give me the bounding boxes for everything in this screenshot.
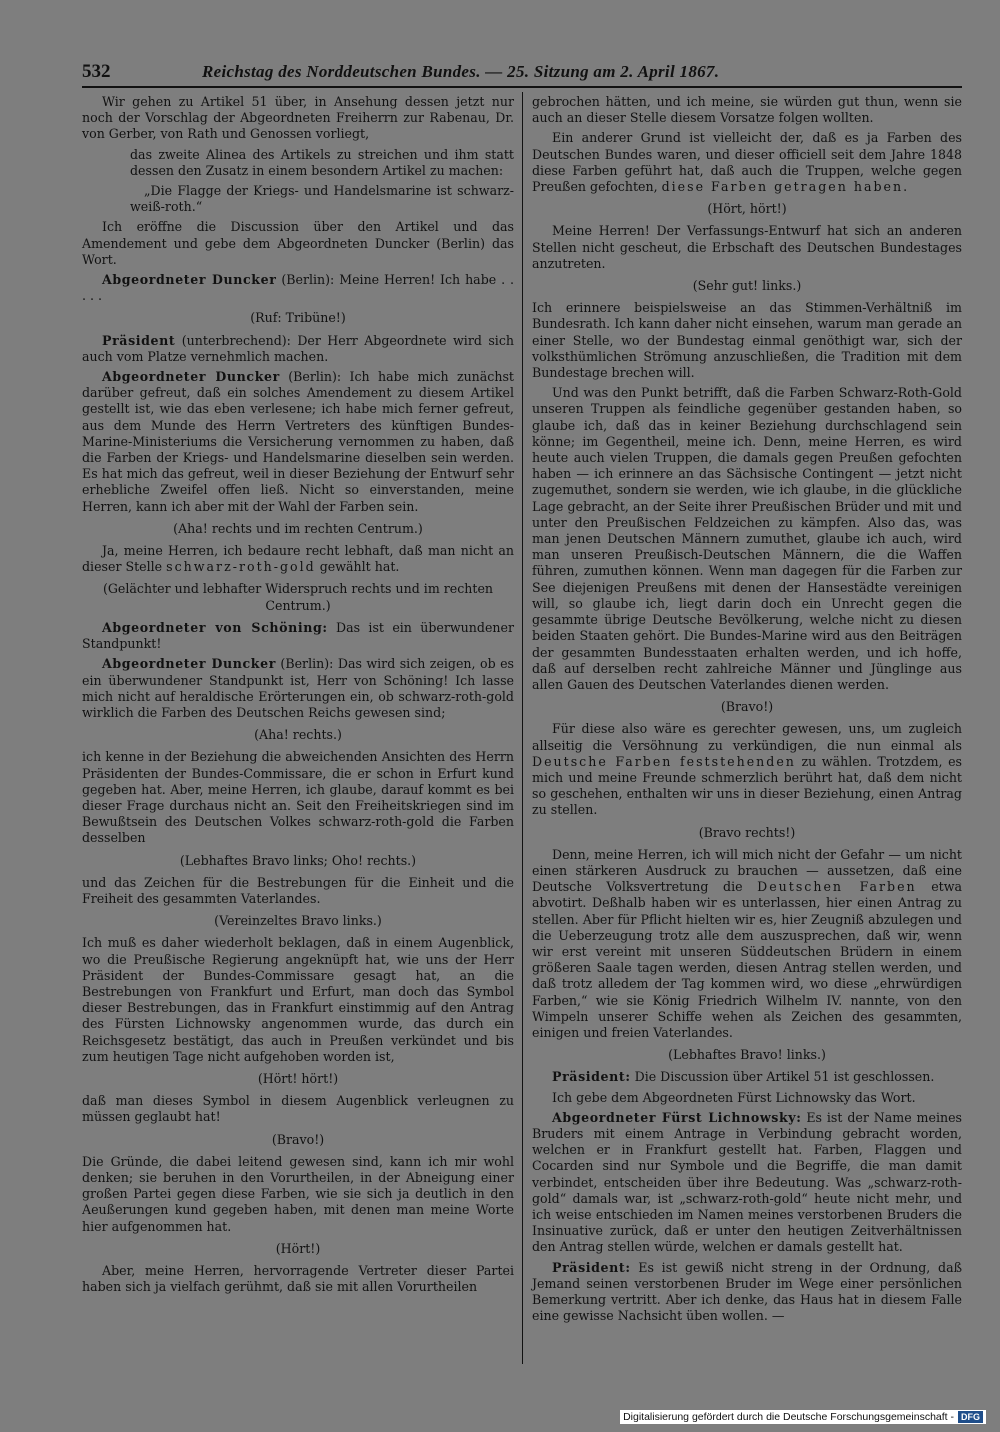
paragraph: Für diese also wäre es gerechter gewesen, uns, um zugleich allseitig die Versöhnung zu verkündigen, die nun einmal als Deutsche Farben feststehenden zu wählen. Trotzdem, es mich und meine Freunde schmerzlich berührt hat, daß dem nicht so geschehen, enthalten wir uns in dieser Beziehung, einen Antrag zu stellen. [532, 721, 963, 818]
paragraph: ich kenne in der Beziehung die abweichenden Ansichten des Herrn Präsidenten der Bundes-Commissare, die er schon in Erfurt kund gegeben hat. Aber, meine Herren, ich glaube, darauf kommt es bei dieser Frage durchaus nicht an. Seit den Freiheitskriegen sind im Bewußtsein des Deutschen Volkes schwarz-roth-gold die Farben desselben [82, 749, 514, 846]
interjection: (Bravo!) [271, 1131, 325, 1147]
paragraph: Ja, meine Herren, ich bedaure recht lebhaft, daß man nicht an dieser Stelle schwarz-roth-gold gewählt hat. [82, 543, 514, 575]
paragraph: Ich muß es daher wiederholt beklagen, daß in einem Augenblick, wo die Preußische Regierung angeknüpft hat, wie uns der Herr Präsident der Bundes-Commissare gesagt hat, an die Bestrebungen von Frankfurt und Erfurt, man doch das Symbol dieser Bestrebungen, das in Frankfurt einstimmig auf den Antrag des Fürsten Lichnowsky angenommen wurde, das durch ein Reichsgesetz bestätigt, das auch in Preußen verkündet und bis zum heutigen Tage nicht aufgehoben worden ist, [82, 935, 514, 1064]
speech: Abgeordneter Duncker (Berlin): Meine Herren! Ich habe . . . . . [82, 272, 515, 304]
interjection: (Lebhaftes Bravo! links.) [668, 1047, 826, 1063]
footer-text: Digitalisierung gefördert durch die Deutsche Forschungsgemeinschaft - [623, 1411, 954, 1423]
interjection: (Gelächter und lebhafter Widerspruch rechts und im rechten Centrum.) [102, 581, 494, 613]
interjection: (Aha! rechts und im rechten Centrum.) [173, 520, 423, 536]
speaker-name: Abgeordneter von Schöning: [102, 619, 328, 635]
paragraph: Ich erinnere beispielsweise an das Stimmen-Verhältniß im Bundesrath. Ich kann daher nicht einsehen, warum man gerade an einer Stelle, wo der Bundestag einmal genöthigt war, sich der volksthümlichen Strömung anzuschließen, die Tradition mit dem Bundestage brechen will. [532, 300, 962, 381]
paragraph: Die Gründe, die dabei leitend gewesen sind, kann ich mir wohl denken; sie beruhen in den Vorurtheilen, in der Abneigung einer großen Partei gegen diese Farben, wie sie sich ja deutlich in den Aeußerungen kund gegeben haben, mit denen man meine Worte hier aufgenommen hat. [82, 1153, 514, 1234]
speech: Abgeordneter Fürst Lichnowsky: Es ist der Name meines Bruders mit einem Antrage in Verbindung gebracht worden, welchen er in Frankfurt gestellt hat. Farben, Flaggen und Cocarden sind nur Symbole und die Begriffe, die man damit verbindet, entscheiden über ihre Bedeutung. Was „schwarz-roth-gold“ damals war, ist „schwarz-roth-gold“ heute nicht mehr, und ich weise entschieden im Namen meines verstorbenen Bruders die Insinuative zurück, daß er unter den heutigen Zeitverhältnissen den Antrag stellen würde, welchen er damals gestellt hat. [532, 1109, 962, 1255]
speaker-name: Abgeordneter Fürst Lichnowsky: [552, 1109, 802, 1125]
interjection: (Bravo rechts!) [698, 824, 796, 840]
paragraph: Ich gebe dem Abgeordneten Fürst Lichnowsky das Wort. [552, 1089, 916, 1105]
speaker-name: Präsident: [552, 1259, 631, 1275]
column-divider [522, 92, 523, 1364]
paragraph: und das Zeichen für die Bestrebungen für die Einheit und die Freiheit des gesammten Vaterlandes. [82, 874, 514, 906]
speech: Präsident (unterbrechend): Der Herr Abgeordnete wird sich auch vom Platze vernehmlich machen. [82, 332, 514, 364]
page-number: 532 [82, 61, 111, 82]
paragraph: Ein anderer Grund ist vielleicht der, daß es ja Farben des Deutschen Bundes waren, und dieser officiell seit dem Jahre 1848 diese Farben geführt hat, daß auch die Truppen, welche gegen Preußen gefochten, diese Farben getragen haben. [532, 130, 962, 195]
footer-credit [620, 1410, 986, 1424]
speech: Präsident: Die Discussion über Artikel 51 ist geschlossen. [552, 1069, 935, 1085]
paragraph: Denn, meine Herren, ich will mich nicht der Gefahr — um nicht einen stärkeren Ausdruck zu brauchen — aussetzen, daß eine Deutsche Volksvertretung die Deutschen Farben etwa abvotirt. Deßhalb haben wir es unterlassen, hier einen Antrag zu stellen. Aber für Pflicht hielten wir es, hier Zeugniß abzulegen und die Ueberzeugung trotz alle dem auszusprechen, daß wir, wenn wir erst vereint mit unseren Süddeutschen Brüdern in einem größeren Saale tagen werden, diesen Antrag stellen werden, und daß trotz alledem der Tag kommen wird, wo diese „ehrwürdigen Farben,“ wie sie König Friedrich Wilhelm IV. nannte, von den Wimpeln unserer Schiffe wehen als Zeichen des gesammten, einigen und freien Vaterlandes. [532, 846, 962, 1040]
interjection: (Aha! rechts.) [254, 727, 342, 743]
interjection: (Hört!) [275, 1240, 321, 1256]
amendment-quote: „Die Flagge der Kriegs- und Handelsmarine ist schwarz-weiß-roth.“ [130, 183, 514, 215]
paragraph: daß man dieses Symbol in diesem Augenblick verleugnen zu müssen geglaubt hat! [82, 1093, 514, 1125]
right-column [532, 94, 962, 1328]
speech: Abgeordneter Duncker (Berlin): Ich habe mich zunächst darüber gefreut, daß ein solches Amendement zu diesem Artikel gestellt ist, wie das eben verlesene; ich habe mich ferner gefreut, aus dem Munde des Herrn Vertreters des künftigen Bundes-Marine-Ministeriums die Versicherung vernommen zu haben, daß die Farben der Kriegs- und Handelsmarine dieselben sein werden. Es hat mich das gefreut, weil in dieser Beziehung der Entwurf sehr erhebliche Zweifel offen ließ. Nicht so einverstanden, meine Herren, kann ich aber mit der Wahl der Farben sein. [82, 369, 514, 514]
speaker-name: Abgeordneter Duncker [102, 656, 276, 672]
paragraph: gebrochen hätten, und ich meine, sie würden gut thun, wenn sie auch an dieser Stelle diesem Vorsatze folgen wollten. [532, 94, 962, 126]
speaker-name: Abgeordneter Duncker [102, 272, 277, 288]
speech: Abgeordneter Duncker (Berlin): Das wird sich zeigen, ob es ein überwundener Standpunkt ist, Herr von Schöning! Ich lasse mich nicht auf heraldische Erörterungen ein, ob schwarz-roth-gold wirklich die Farben des Deutschen Reichs gewesen sind; [82, 656, 515, 720]
speech: Präsident: Es ist gewiß nicht streng in der Ordnung, daß Jemand seinen verstorbenen Bruder im Wege einer persönlichen Bemerkung vertritt. Aber ich denke, das Haus hat in diesem Falle eine gewisse Nachsicht üben wollen. — [532, 1259, 962, 1324]
running-title: Reichstag des Norddeutschen Bundes. — 25. Sitzung am 2. April 1867. [202, 62, 720, 81]
interjection: (Hört! hört!) [257, 1070, 339, 1086]
dfg-logo: DFG [958, 1411, 983, 1423]
amendment-text: das zweite Alinea des Artikels zu streichen und ihm statt dessen den Zusatz in einem besondern Artikel zu machen: [130, 146, 514, 178]
interjection: (Bravo!) [720, 699, 774, 715]
paragraph: Und was den Punkt betrifft, daß die Farben Schwarz-Roth-Gold unseren Truppen als feindliche gegenüber gestanden haben, so glaube ich, daß das in keiner Beziehung durchschlagend sein könne; im Gegentheil, meine ich. Denn, meine Herren, es wird heute auch vielen Truppen, die damals gegen Preußen gefochten haben — ich erinnere an das Sächsische Contingent — jetzt nicht zugemuthet, sondern sie werden, wie ich glaube, in die glückliche Lage gebracht, an der Seite ihrer Preußischen Brüder und mit und unter den Preußischen Feldzeichen zu kämpfen. Also das, was man jenen Deutschen Männern zumuthet, glaube ich auch, wird man unseren Preußisch-Deutschen Männern, die die Waffen führen, zumuthen können. Wenn man dagegen für die Farben zur See diejenigen Preußens mit denen der Hansestädte vereinigen will, so glaube ich, liegt darin doch ein Unrecht gegen die gesammte übrige Deutsche Bevölkerung, welche nicht zu diesen beiden Staaten gehört. Die Bundes-Marine wird aus den Beiträgen der gesammten Bundesstaaten erhalten werden, und ich hoffe, daß auf derselben recht zahlreiche Männer und Jünglinge aus allen Gauen des Deutschen Vaterlandes dienen werden. [532, 385, 962, 692]
speaker-name: Präsident: [552, 1069, 631, 1085]
left-column [82, 94, 514, 1299]
paragraph: Aber, meine Herren, hervorragende Vertreter dieser Partei haben sich ja vielfach gerühmt, daß sie mit allen Vorurtheilen [82, 1263, 514, 1295]
interjection: (Vereinzeltes Bravo links.) [214, 913, 382, 929]
interjection: (Ruf: Tribüne!) [250, 310, 346, 326]
paragraph: Meine Herren! Der Verfassungs-Entwurf hat sich an anderen Stellen nicht gescheut, die Erbschaft des Deutschen Bundestages anzutreten. [532, 223, 962, 271]
speaker-name: Abgeordneter Duncker [102, 369, 280, 385]
speech: Abgeordneter von Schöning: Das ist ein überwundener Standpunkt! [82, 619, 514, 652]
speaker-name: Präsident [102, 332, 176, 348]
interjection: (Hört, hört!) [707, 201, 787, 217]
interjection: (Lebhaftes Bravo links; Oho! rechts.) [179, 852, 417, 868]
page-header [82, 56, 962, 88]
paragraph: Wir gehen zu Artikel 51 über, in Ansehung dessen jetzt nur noch der Vorschlag der Abgeordneten Freiherrn zur Rabenau, Dr. von Gerber, von Rath und Genossen vorliegt, [82, 94, 514, 142]
paragraph: Ich eröffne die Discussion über den Artikel und das Amendement und gebe dem Abgeordneten Duncker (Berlin) das Wort. [82, 219, 514, 267]
interjection: (Sehr gut! links.) [692, 278, 802, 294]
